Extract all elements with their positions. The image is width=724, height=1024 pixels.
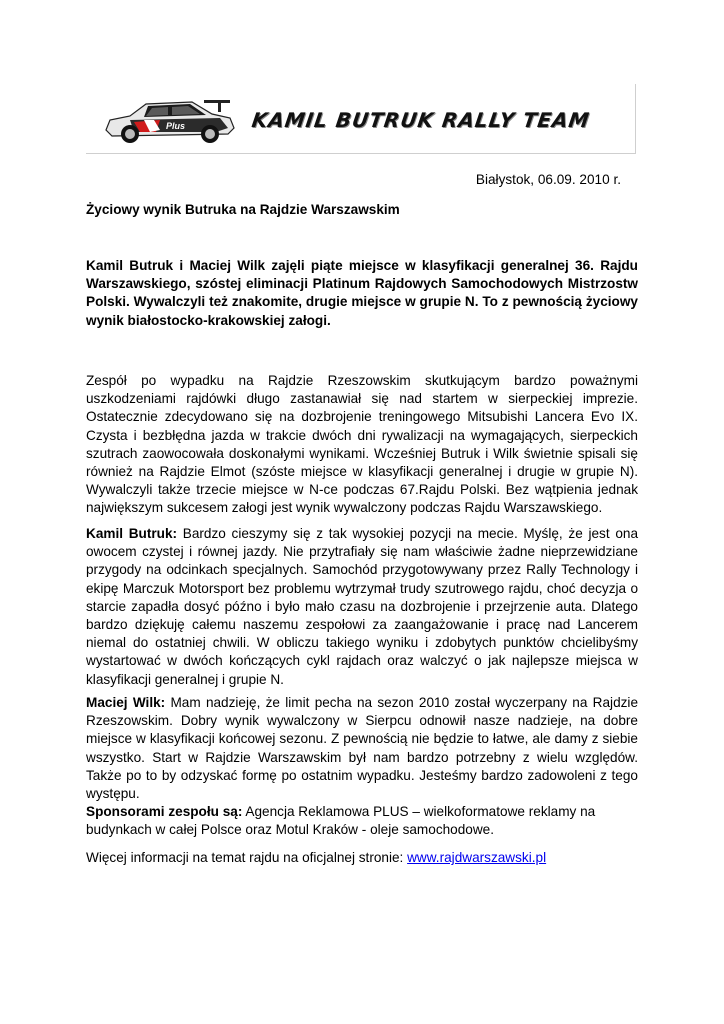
team-name-title: KAMIL BUTRUK RALLY TEAM — [250, 108, 592, 132]
rally-car-logo — [100, 92, 238, 146]
header-banner — [86, 84, 636, 154]
quote-paragraph-butruk — [86, 525, 638, 689]
quote-paragraph-wilk — [86, 694, 638, 803]
body-paragraph: Zespół po wypadku na Rajdzie Rzeszowskim skutkującym bardzo poważnymi uszkodzeniami rajdówki długo zastanawiał się nad startem w sierpeckiej imprezie. Ostatecznie zdecydowano się na dozbrojenie treningowego Mitsubishi Lancera Evo IX. Czysta i bezbłędna jazda w trakcie dwóch dni rywalizacji na wymagających, sierpeckich szutrach zaowocowała doskonałymi wynikami. Wcześniej Butruk i Wilk świetnie spisali się również na Rajdzie Elmot (szóste miejsce w klasyfikacji generalnej i drugie w grupie N). Wywalczyli także trzecie miejsce w N-ce podczas 67.Rajdu Polski. Bez wątpienia jednak największym sukcesem załogi jest wynik wywalczony podczas Rajdu Warszawskiego. — [86, 373, 638, 516]
more-info-text: Więcej informacji na temat rajdu na oficjalnej stronie: — [86, 850, 408, 865]
speaker-name: Maciej Wilk: — [86, 695, 166, 710]
car-decal-text: Plus — [166, 121, 186, 131]
lead-paragraph: Kamil Butruk i Maciej Wilk zajęli piąte miejsce w klasyfikacji generalnej 36. Rajdu Warszawskiego, szóstej eliminacji Platinum Rajdowych Samochodowych Mistrzostw Polski. Wywalczyli też znakomite, drugie miejsce w grupie N. To z pewnością życiowy wynik białostocko-krakowskiej załogi. — [86, 258, 638, 328]
sponsors-paragraph — [86, 803, 638, 839]
quote-text: Bardzo cieszymy się z tak wysokiej pozycji na mecie. Myślę, że jest ona owocem czystej i równej jazdy. Nie przytrafiały się nam właściwie żadne nieprzewidziane przygody na odcinkach specjalnych. Samochód przygotowywany przez Rally Technology i ekipę Marczuk Motorsport bez problemu wytrzymał trudy szutrowego rajdu, choć decyzja o starcie zapadła dosyć późno i było mało czasu na dozbrojenie i przejrzenie auta. Dlatego bardzo dziękuję całemu naszemu zespołowi za zaangażowanie i pracę nad Lancerem niemal do ostatniej chwili. W obliczu takiego wyniku i zdobytych punktów chcielibyśmy wystartować w dwóch kończących cykl rajdach oraz walczyć o jak najlepsze miejsca w klasyfikacji generalnej i grupie N. — [86, 526, 638, 687]
sponsors-text: Agencja Reklamowa PLUS – wielkoformatowe reklamy na budynkach w całej Polsce oraz Motul Kraków - oleje samochodowe. — [86, 804, 596, 838]
sponsors-label: Sponsorami zespołu są: — [86, 804, 243, 819]
more-info-paragraph — [86, 849, 638, 867]
official-site-link[interactable]: www.rajdwarszawski.pl — [407, 850, 547, 865]
article-headline: Życiowy wynik Butruka na Rajdzie Warszawskim — [86, 202, 400, 217]
speaker-name: Kamil Butruk: — [86, 526, 178, 541]
quote-text: Mam nadzieję, że limit pecha na sezon 2010 został wyczerpany na Rajdzie Rzeszowskim. Dobry wynik wywalczony w Sierpcu odnowił nasze nadzieje, na dobre miejsce w klasyfikacji końcowej sezonu. Z pewnością nie będzie to łatwe, ale damy z siebie wszystko. Start w Rajdzie Warszawskim był nam bardzo potrzebny z wielu względów. Także po to by odzyskać formę po ostatnim wypadku. Jesteśmy bardzo zadowoleni z tego występu. — [86, 695, 639, 802]
date-line: Białystok, 06.09. 2010 r. — [475, 172, 621, 187]
